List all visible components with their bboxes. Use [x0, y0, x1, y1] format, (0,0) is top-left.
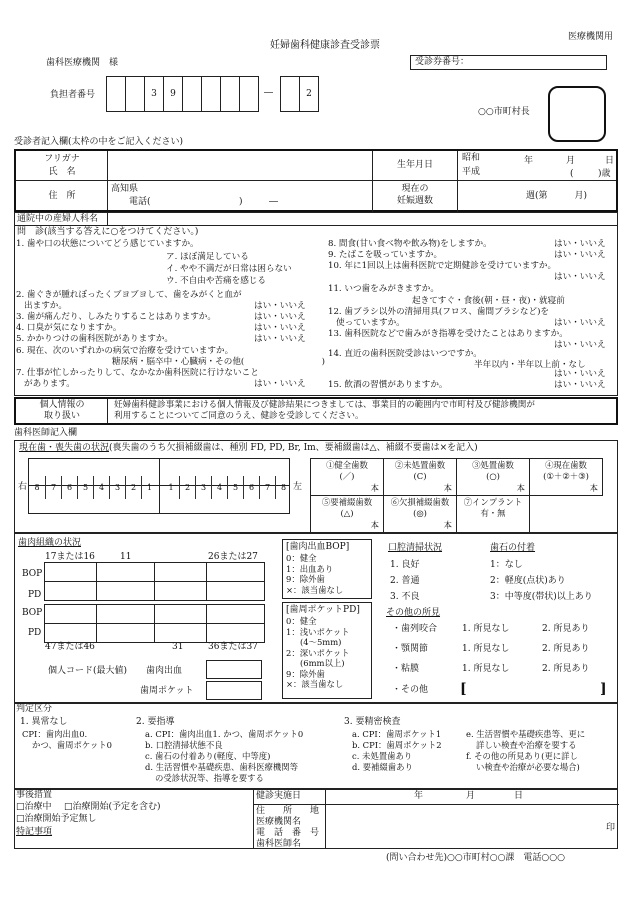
other-findings-heading: その他の所見 [386, 608, 441, 618]
oral-hygiene-3[interactable]: 3. 不良 [390, 592, 420, 602]
question-line: 13. 歯科医院などで歯みがき指導を受けたことはありますか。 [328, 329, 568, 339]
question-line: 6. 現在、次のいずれかの病気で治療を受けていますか。 [16, 346, 234, 356]
row-pd-lower: PD [28, 628, 42, 638]
pocket-field[interactable] [206, 681, 262, 700]
judgement-3-lines [352, 729, 442, 773]
birth-field[interactable] [460, 151, 618, 180]
phone-dash: ― [269, 197, 278, 207]
question-line: があります。 [24, 379, 75, 389]
stain-3[interactable]: 3：中等度(帯状)以上あり [490, 592, 593, 602]
bop-legend-item: 1：出血あり [286, 563, 334, 574]
judgement-1-lines [22, 729, 112, 751]
prefecture: 高知県 [111, 184, 139, 194]
count-sub: (／) [339, 471, 355, 481]
privacy-label-1: 個人情報の [39, 400, 85, 410]
tooth-number-left[interactable]: 5 [227, 476, 243, 499]
gum-grid-cell[interactable] [96, 581, 155, 601]
tooth-11: 11 [120, 552, 132, 562]
yes-no-option[interactable]: はい・いいえ [554, 318, 606, 328]
gum-grid-cell[interactable] [154, 562, 207, 582]
other-findings-rows [392, 624, 612, 684]
question-line: 半年以内・半年以上前・なし [474, 360, 586, 370]
tooth-31: 31 [172, 642, 184, 652]
finding-option-none[interactable]: 1. 所見なし [462, 624, 510, 634]
gum-grid-cell[interactable] [206, 604, 265, 624]
judgement-line: c. 歯石の付着あり(軽度、中等度) [145, 751, 271, 761]
count-box[interactable] [456, 495, 530, 533]
questionnaire-right [328, 239, 618, 399]
gum-grid-cell[interactable] [96, 623, 155, 643]
pd-legend-item: ×：該当歯なし [286, 679, 344, 690]
notes-label: 特記事項 [16, 827, 53, 837]
pocket-label: 歯周ポケット [140, 686, 194, 696]
judgement-line: の受診状況等、指導を要する [155, 773, 264, 783]
right-label: 右 [18, 482, 28, 492]
exam-seal: 印 [606, 823, 616, 833]
question-line: 2. 歯ぐきが腫れぼったくブヨブヨして、歯をみがくと血が [16, 290, 242, 300]
followup-opt3[interactable]: □治療開始予定無し [16, 814, 97, 824]
question-line: 糖尿病・脳卒中・心臓病・その他( ) [112, 357, 325, 367]
exam-dentist: 歯科医師名 [256, 839, 302, 849]
question-line: ウ. 不自由や苦痛を感じる [166, 276, 266, 286]
payer-digit-box[interactable] [106, 76, 126, 112]
question-line: 4. 口臭が気になりますか。 [16, 323, 122, 333]
yes-no-option[interactable]: はい・いいえ [254, 379, 306, 389]
bop-legend-item: 0：健全 [286, 553, 317, 564]
hospital-label: 通院中の産婦人科名 [17, 214, 99, 224]
exam-date-label: 健診実施日 [256, 791, 302, 801]
gum-grid-cell[interactable] [44, 623, 97, 643]
payer-digit-box[interactable] [182, 76, 202, 112]
count-label: ③処置歯数 [472, 460, 514, 470]
tooth-counts [310, 458, 610, 532]
weeks-label-2: 妊娠週数 [396, 196, 433, 206]
era-heisei: 平成 [462, 167, 481, 177]
payer-digit-box[interactable]: 3 [144, 76, 164, 112]
institution-label: 歯科医療機関 様 [46, 58, 119, 68]
gum-grid-cell[interactable] [96, 604, 155, 624]
voucher-field[interactable] [410, 55, 607, 70]
oral-hygiene-2[interactable]: 2. 普通 [390, 576, 420, 586]
question-line: 出ますか。 [24, 301, 67, 311]
judgement-2[interactable]: 2. 要指導 [136, 717, 175, 727]
question-line: 7. 仕事が忙しかったりして、なかなか歯科医院に行けないこと [16, 368, 259, 378]
age-open: ( [570, 169, 574, 179]
gum-grid-cell[interactable] [154, 623, 207, 643]
gum-grid-cell[interactable] [206, 562, 265, 582]
gum-grid[interactable] [44, 562, 272, 640]
tooth-number-left[interactable]: 2 [179, 476, 195, 499]
count-label: ⑤要補綴歯数 [321, 497, 373, 507]
exam-phone: 電 話 番 号 [256, 828, 320, 838]
payer-digit-box[interactable] [125, 76, 145, 112]
pd-legend-item: (4～5mm) [300, 637, 342, 648]
tooth-47: 47または46 [45, 642, 95, 652]
privacy-text-2: 利用することについてご同意のうえ、健診を受診してください。 [114, 411, 364, 421]
gum-grid-cell[interactable] [154, 604, 207, 624]
count-unit: 本 [443, 483, 452, 493]
count-box[interactable] [529, 458, 603, 496]
contact-line: (問い合わせ先)○○市町村○○課 電話○○○ [386, 853, 565, 863]
payer-digit-box[interactable] [280, 76, 300, 112]
question-line: 3. 歯が痛んだり、しみたりすることはありますか。 [16, 312, 216, 322]
count-label: ①健全歯数 [326, 460, 368, 470]
stain-1[interactable]: 1：なし [490, 560, 523, 570]
question-line: 12. 歯ブラシ以外の清掃用具(フロス、歯間ブラシなど)を [328, 307, 550, 317]
judgement-line: b. CPI：歯周ポケット2 [352, 740, 442, 750]
count-unit: 本 [370, 520, 379, 530]
count-unit: 本 [443, 520, 452, 530]
judgement-line: e. 生活習慣や基礎疾患等、更に [466, 729, 586, 739]
payer-digit-box[interactable]: 2 [299, 76, 319, 112]
gum-grid-cell[interactable] [44, 604, 97, 624]
stain-heading: 歯石の付着 [490, 543, 536, 553]
count-box[interactable] [310, 495, 384, 533]
teeth-chart[interactable] [28, 458, 290, 514]
tooth-number-right[interactable]: 1 [141, 476, 157, 499]
count-unit: 本 [589, 483, 598, 493]
tooth-number-right[interactable]: 8 [34, 483, 40, 492]
question-line: 14. 直近の歯科医院受診はいつですか。 [328, 349, 482, 359]
yes-no-option[interactable]: はい・いいえ [554, 340, 606, 350]
yes-no-option[interactable]: はい・いいえ [254, 312, 306, 322]
tooth-number-right[interactable]: 2 [125, 476, 141, 499]
day-unit: 日 [605, 156, 615, 166]
yes-no-option[interactable]: はい・いいえ [554, 272, 606, 282]
question-line: 15. 飲酒の習慣がありますか。 [328, 380, 448, 390]
count-sub: (○) [486, 471, 500, 481]
question-line: 11. いつ歯をみがきますか。 [328, 284, 439, 294]
judgement-line: f. その他の所見あり(更に詳し [466, 751, 578, 761]
bop-legend-title: [歯肉出血BOP] [286, 542, 350, 552]
yes-no-option[interactable]: はい・いいえ [554, 380, 606, 390]
gum-grid-cell[interactable] [206, 581, 265, 601]
exam-address: 住 所 地 [256, 806, 320, 816]
personal-code-label: 個人コード(最大値) [48, 666, 128, 676]
exam-clinic: 医療機関名 [256, 817, 302, 827]
teeth-status-note: (喪失歯のうち欠損補綴歯は、種別 FD, PD, Br, Im、要補綴歯は△、補綴不要歯は×を記入) [109, 443, 478, 453]
bracket-close[interactable]: ] [600, 681, 607, 697]
tooth-number-right[interactable]: 5 [77, 476, 93, 499]
voucher-label: 受診券番号： [415, 57, 470, 67]
pd-legend-item: 0：健全 [286, 616, 317, 627]
address-field[interactable] [109, 181, 371, 212]
count-box[interactable] [456, 458, 530, 496]
patient-info-box [14, 149, 618, 212]
count-box[interactable] [310, 458, 384, 496]
judgement-line: a. CPI：歯肉出血1. かつ、歯周ポケット0 [145, 729, 304, 739]
question-line: 使っていますか。 [336, 318, 405, 328]
tooth-number-left[interactable]: 4 [211, 476, 227, 499]
era-showa: 昭和 [462, 153, 481, 163]
pd-legend-item: 9：除外歯 [286, 668, 325, 679]
question-line: 5. かかりつけの歯科医院がありますか。 [16, 334, 174, 344]
gum-grid-cell[interactable] [96, 562, 155, 582]
stain-2[interactable]: 2：軽度(点状)あり [490, 576, 566, 586]
finding-label: ・粘膜 [392, 664, 420, 674]
question-line: 8. 間食(甘い食べ物や飲み物)をしますか。 [328, 239, 492, 249]
question-line: 9. たばこを吸っていますか。 [328, 250, 443, 260]
judgement-3-right [466, 729, 585, 773]
payer-label: 負担者番号 [50, 90, 96, 100]
tooth-26: 26または27 [208, 552, 258, 562]
judgement-line: d. 要補綴歯あり [352, 762, 413, 772]
corner-label: 医療機関用 [568, 32, 614, 42]
bleeding-label: 歯肉出血 [146, 666, 183, 676]
count-sub: 有・無 [480, 508, 506, 518]
payer-digit-box[interactable] [201, 76, 221, 112]
judgement-line: かつ、歯周ポケット0 [32, 740, 112, 750]
privacy-box [14, 397, 618, 425]
yes-no-option[interactable]: はい・いいえ [254, 323, 306, 333]
address-label: 住 所 [48, 191, 76, 201]
tooth-17: 17または16 [45, 552, 95, 562]
finding-option-yes[interactable]: 2. 所見あり [542, 624, 590, 634]
weeks-value[interactable]: 週(第 月) [526, 191, 588, 201]
bop-legend-item: 9：除外歯 [286, 574, 325, 585]
judgement-1[interactable]: 1. 異常なし [20, 717, 68, 727]
count-label: ②未処置歯数 [394, 460, 446, 470]
age-close: )歳 [598, 169, 611, 179]
judgement-line: 詳しい検査や治療を要する [476, 740, 577, 750]
count-box[interactable] [383, 458, 457, 496]
privacy-text-1: 妊婦歯科健診事業における個人情報及び健診結果につきましては、事業目的の範囲内で市町村及び健診機関が [114, 400, 535, 410]
bop-legend [282, 539, 372, 599]
yes-no-option[interactable]: はい・いいえ [554, 250, 606, 260]
phone-close: ) [239, 197, 243, 207]
judgement-2-lines [145, 729, 303, 784]
phone-label: 電話( [129, 197, 151, 207]
patient-section-label: 受診者記入欄(太枠の中をご記入ください) [14, 137, 184, 147]
yes-no-option[interactable]: はい・いいえ [554, 239, 606, 249]
other-label: ・その他 [392, 685, 429, 695]
seal-box [548, 86, 606, 142]
judgement-line: d. 生活習慣や基礎疾患、歯科医療機関等 [145, 762, 299, 772]
payer-digit-box[interactable]: 9 [163, 76, 183, 112]
count-label: ⑥欠損補綴歯数 [390, 497, 450, 507]
gum-grid-cell[interactable] [154, 581, 207, 601]
birth-label: 生年月日 [396, 160, 433, 170]
pd-legend-title: [歯周ポケットPD] [286, 605, 360, 615]
payer-number-boxes[interactable] [106, 76, 360, 112]
bleeding-field[interactable] [206, 660, 262, 679]
bop-legend-item: ×：該当歯なし [286, 584, 344, 595]
page-title: 妊婦歯科健康診査受診票 [270, 40, 380, 51]
question-line: 1. 歯や口の状態についてどう感じていますか。 [16, 239, 199, 249]
count-unit: 本 [516, 483, 525, 493]
finding-option-yes[interactable]: 2. 所見あり [542, 644, 590, 654]
furigana-label: フリガナ [44, 154, 80, 164]
tooth-number-left[interactable]: 1 [168, 483, 174, 492]
name-label: 氏 名 [48, 167, 76, 177]
count-unit: 本 [370, 483, 379, 493]
year-unit: 年 [524, 156, 534, 166]
pd-legend-item: (6mm以上) [300, 658, 345, 669]
exam-year[interactable]: 年 [414, 791, 424, 801]
tooth-number-left[interactable]: 3 [195, 476, 211, 499]
oral-hygiene-heading: 口腔清掃状況 [388, 543, 443, 553]
row-pd-upper: PD [28, 590, 42, 600]
tooth-number-right[interactable]: 4 [93, 476, 109, 499]
exam-day[interactable]: 日 [514, 791, 524, 801]
exam-month[interactable]: 月 [466, 791, 476, 801]
yes-no-option[interactable]: はい・いいえ [254, 334, 306, 344]
dentist-section-label: 歯科医師記入欄 [14, 428, 78, 438]
hospital-row[interactable] [14, 212, 618, 226]
finding-label: ・顎関節 [392, 644, 429, 654]
followup-opt2[interactable]: □治療開始(予定を含む) [64, 802, 161, 812]
tooth-number-right[interactable]: 7 [45, 476, 61, 499]
tooth-number-left[interactable]: 6 [243, 476, 259, 499]
left-label: 左 [293, 482, 303, 492]
gum-grid-cell[interactable] [44, 581, 97, 601]
gum-grid-cell[interactable] [44, 562, 97, 582]
count-label: ④現在歯数 [545, 460, 587, 470]
privacy-label-2: 取り扱い [43, 411, 80, 421]
judgement-line: c. 未処置歯あり [352, 751, 413, 761]
tooth-number-right[interactable]: 3 [109, 476, 125, 499]
gum-heading: 歯肉組織の状況 [18, 538, 82, 548]
bracket-open: [ [460, 681, 467, 697]
teeth-status-heading: 現在歯・喪失歯の状況 [19, 443, 110, 453]
tooth-number-left[interactable]: 7 [259, 476, 275, 499]
pd-legend-item: 1：浅いポケット [286, 626, 350, 637]
judgement-line: a. CPI：歯周ポケット1 [352, 729, 442, 739]
question-line: ア. ほぼ満足している [166, 252, 249, 262]
tooth-number-left[interactable]: 8 [275, 476, 291, 499]
oral-hygiene-1[interactable]: 1. 良好 [390, 560, 420, 570]
count-sub: (C) [413, 471, 427, 481]
gum-grid-cell[interactable] [206, 623, 265, 643]
count-sub: (◎) [413, 508, 427, 518]
bottom-box [14, 789, 618, 849]
judgement-line: b. 口腔清掃状態不良 [145, 740, 223, 750]
count-sub: (△) [340, 508, 354, 518]
finding-option-none[interactable]: 1. 所見なし [462, 664, 510, 674]
questionnaire-header: 問 診(該当する答えに○をつけてください。) [17, 227, 199, 237]
finding-option-yes[interactable]: 2. 所見あり [542, 664, 590, 674]
finding-option-none[interactable]: 1. 所見なし [462, 644, 510, 654]
yes-no-option[interactable]: はい・いいえ [254, 301, 306, 311]
month-unit: 月 [566, 156, 576, 166]
pd-legend [282, 602, 372, 699]
count-box[interactable] [383, 495, 457, 533]
row-bop-lower: BOP [22, 608, 43, 618]
judgement-3[interactable]: 3. 要精密検査 [344, 717, 401, 727]
judgement-heading: 判定区分 [16, 704, 53, 714]
payer-digit-box[interactable] [239, 76, 259, 112]
question-line: 起きてすぐ・食後(朝・昼・夜)・就寝前 [412, 296, 565, 306]
question-line: 10. 年に1回以上は歯科医院で定期健診を受けていますか。 [328, 261, 557, 271]
followup-opt1[interactable]: □治療中 [16, 802, 52, 812]
count-label: ⑦インプラント [463, 497, 523, 507]
pd-legend-item: 2：深いポケット [286, 647, 350, 658]
judgement-line: い検査や治療が必要な場合) [476, 762, 580, 772]
name-field[interactable] [109, 151, 371, 180]
weeks-label-1: 現在の [401, 184, 429, 194]
questionnaire-left [16, 239, 326, 399]
yes-no-option[interactable]: はい・いいえ [554, 369, 606, 379]
payer-digit-box[interactable] [220, 76, 240, 112]
followup-heading: 事後措置 [16, 790, 53, 800]
finding-label: ・歯列咬合 [392, 624, 438, 634]
count-sub: (①＋②＋③) [543, 471, 589, 481]
question-line: イ. やや不満だが日常は困らない [166, 264, 292, 274]
mayor-label: ○○市町村長 [478, 107, 530, 117]
tooth-number-right[interactable]: 6 [61, 476, 77, 499]
row-bop-upper: BOP [22, 569, 43, 579]
judgement-line: CPI：歯肉出血0. [22, 729, 88, 739]
tooth-36: 36または37 [208, 642, 258, 652]
payer-dash: ― [264, 88, 273, 98]
